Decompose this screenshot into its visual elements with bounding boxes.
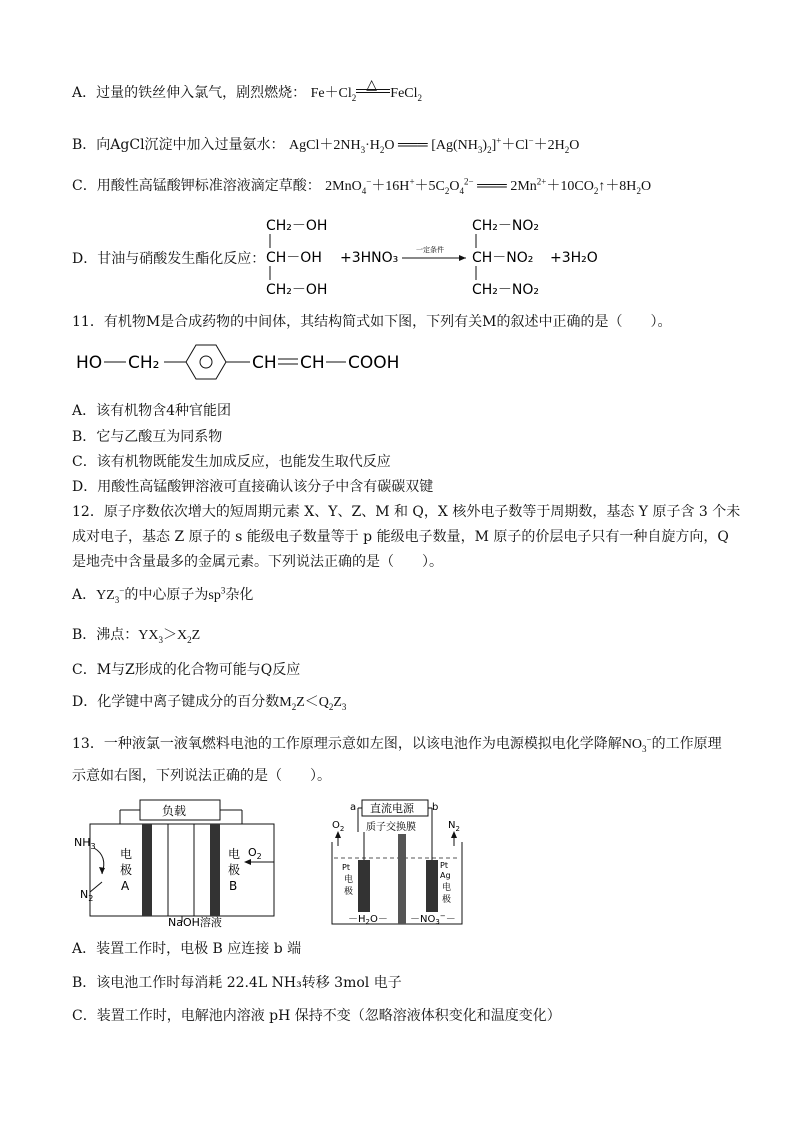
svg-text:HO: HO (76, 353, 103, 373)
option-10-b (72, 136, 579, 155)
equation-a: $Fe+Cl_2$ △ FeCl$_2$ (310, 78, 423, 103)
q13-option-a: A．装置工作时，电极 B 应连接 b 端 (72, 941, 302, 957)
load-label: 负载 (162, 804, 187, 818)
pt-left-3: 极 (344, 887, 354, 897)
q13-stem-1-text: 13．一种液氯一液氧燃料电池的工作原理示意如左图，以该电池作为电源模拟电化学降解 (72, 736, 622, 752)
o2-label-left: $O_2$ (248, 846, 262, 861)
q12-stem-3: 是地壳中含量最多的金属元素。下列说法正确的是（ ）。 (72, 554, 443, 570)
option-c-label: C．用酸性高锰酸钾标准溶液滴定草酸： (72, 178, 321, 194)
q11-option-a: A．该有机物含4种官能团 (72, 403, 232, 419)
q13-stem-1-end: 的工作原理 (651, 736, 722, 752)
svg-text:CH: CH (252, 353, 277, 373)
svg-text:CH₂－NO₂: CH₂－NO₂ (472, 218, 540, 234)
svg-text:CH₂－OH: CH₂－OH (266, 282, 328, 298)
electrode-a-char2: 极 (120, 863, 133, 877)
equation-c: $2MnO_4^-+16H^++5C_2O_4^{2-}$ ═══ $2Mn^{2+}+10CO_2↑+8H_2O$ (325, 176, 652, 196)
svg-text:+3H₂O: +3H₂O (550, 250, 598, 266)
option-a-label: A．过量的铁丝伸入氯气，剧烈燃烧： (72, 85, 307, 101)
q11-option-b: B．它与乙酸互为同系物 (72, 429, 223, 445)
pt-right-1: Pt (440, 861, 448, 870)
q13-stem-2: 示意如右图，下列说法正确的是（ ）。 (72, 768, 331, 784)
structure-formula-m (74, 338, 434, 382)
option-b-label: B．向AgCl沉淀中加入过量氨水： (72, 137, 285, 153)
no3-label: $-NO_3^--$ (410, 912, 456, 926)
pt-right-2: Ag (440, 871, 451, 880)
q12-option-c: C．M与Z形成的化合物可能与Q反应 (72, 662, 301, 678)
nh3-label: $NH_3$ (74, 836, 96, 851)
q11-option-c: C．该有机物既能发生加成反应，也能发生取代反应 (72, 454, 391, 470)
q11-stem: 11．有机物M是合成药物的中间体，其结构简式如下图，下列有关M的叙述中正确的是（ ）。 (72, 314, 672, 330)
naoh-label: NaOH溶液 (168, 916, 222, 929)
option-10-c (72, 177, 651, 196)
membrane-label: 质子交换膜 (366, 822, 416, 833)
svg-text:COOH: COOH (348, 353, 400, 373)
dc-power-label: 直流电源 (370, 802, 414, 815)
q11-option-d: D．用酸性高锰酸钾溶液可直接确认该分子中含有碳碳双键 (72, 479, 434, 495)
electrode-b-char3: B (229, 879, 238, 893)
q12-option-d (72, 693, 346, 712)
q12-b-formula: $YX_3>X_2Z$ (138, 628, 201, 645)
svg-text:CH－NO₂: CH－NO₂ (472, 250, 534, 266)
q13-stem-1 (72, 735, 722, 754)
svg-text:CH: CH (300, 353, 325, 373)
q12-d-prefix: D．化学键中离子键成分的百分数 (72, 694, 280, 710)
pt-left-2: 电 (344, 875, 354, 885)
electrode-a-char1: 电 (120, 847, 133, 861)
pt-right-3: 电 (442, 883, 452, 893)
glycerol-nitration-equation (262, 212, 622, 304)
q13-option-c: C．装置工作时，电解池内溶液 pH 保持不变（忽略溶液体积变化和温度变化） (72, 1008, 561, 1024)
terminal-a: a (350, 802, 357, 813)
q12-a-formula: $YZ_3^-$ (96, 585, 125, 605)
q13-no3-formula: $NO_3^-$ (621, 734, 652, 754)
q12-option-b (72, 626, 200, 645)
q12-b-prefix: B．沸点： (72, 627, 139, 643)
option-10-a (72, 78, 423, 103)
q12-a-prefix: A． (72, 587, 97, 603)
o2-label-right: $O_2$ (332, 820, 345, 833)
q13-option-b: B．该电池工作时每消耗 22.4L NH₃转移 3mol 电子 (72, 975, 402, 991)
h2o-label: $-H_2O-$ (348, 914, 388, 926)
reaction-condition: 一定条件 (416, 246, 444, 254)
svg-text:CH－OH: CH－OH (266, 250, 322, 266)
q12-d-formula: $M_2Z<Q_2Z_3$ (279, 695, 347, 712)
terminal-b: b (432, 802, 439, 813)
svg-text:CH₂: CH₂ (128, 353, 160, 373)
q12-a-mid: 的中心原子为 (124, 587, 209, 603)
heat-symbol: △ (366, 78, 378, 93)
q12-stem-2: 成对电子，基态 Z 原子的 s 能级电子数量等于 p 能级电子数量，M 原子的价层电子只有一种自旋方向，Q (72, 529, 729, 545)
q12-option-a (72, 586, 253, 605)
electrode-b-char1: 电 (228, 847, 241, 861)
electrolysis-diagram (328, 798, 478, 930)
pt-left-1: Pt (342, 863, 350, 872)
pt-right-4: 极 (442, 895, 452, 905)
option-d-label: D．甘油与硝酸发生酯化反应： (72, 251, 266, 267)
svg-text:+3HNO₃: +3HNO₃ (340, 250, 399, 266)
svg-text:CH₂－OH: CH₂－OH (266, 218, 328, 234)
equation-b: $AgCl+2NH_3\cdot H_2O$ ═══ $[Ag(NH_3)_2]^++Cl^-+2H_2O$ (289, 135, 580, 155)
svg-text:CH₂－NO₂: CH₂－NO₂ (472, 282, 540, 298)
q12-a-end: 杂化 (225, 587, 254, 603)
fuel-cell-diagram (72, 796, 302, 930)
electrode-a-char3: A (121, 879, 130, 893)
q12-stem-1: 12．原子序数依次增大的短周期元素 X、Y、Z、M 和 Q，X 核外电子数等于周期数，基态 Y 原子含 3 个未 (72, 504, 741, 520)
electrode-b-char2: 极 (228, 863, 241, 877)
option-10-d (72, 250, 265, 268)
n2-label-right: $N_2$ (448, 820, 460, 833)
q12-a-hybrid: $sp^3$ (208, 585, 226, 603)
n2-label-left: $N_2$ (80, 888, 94, 903)
